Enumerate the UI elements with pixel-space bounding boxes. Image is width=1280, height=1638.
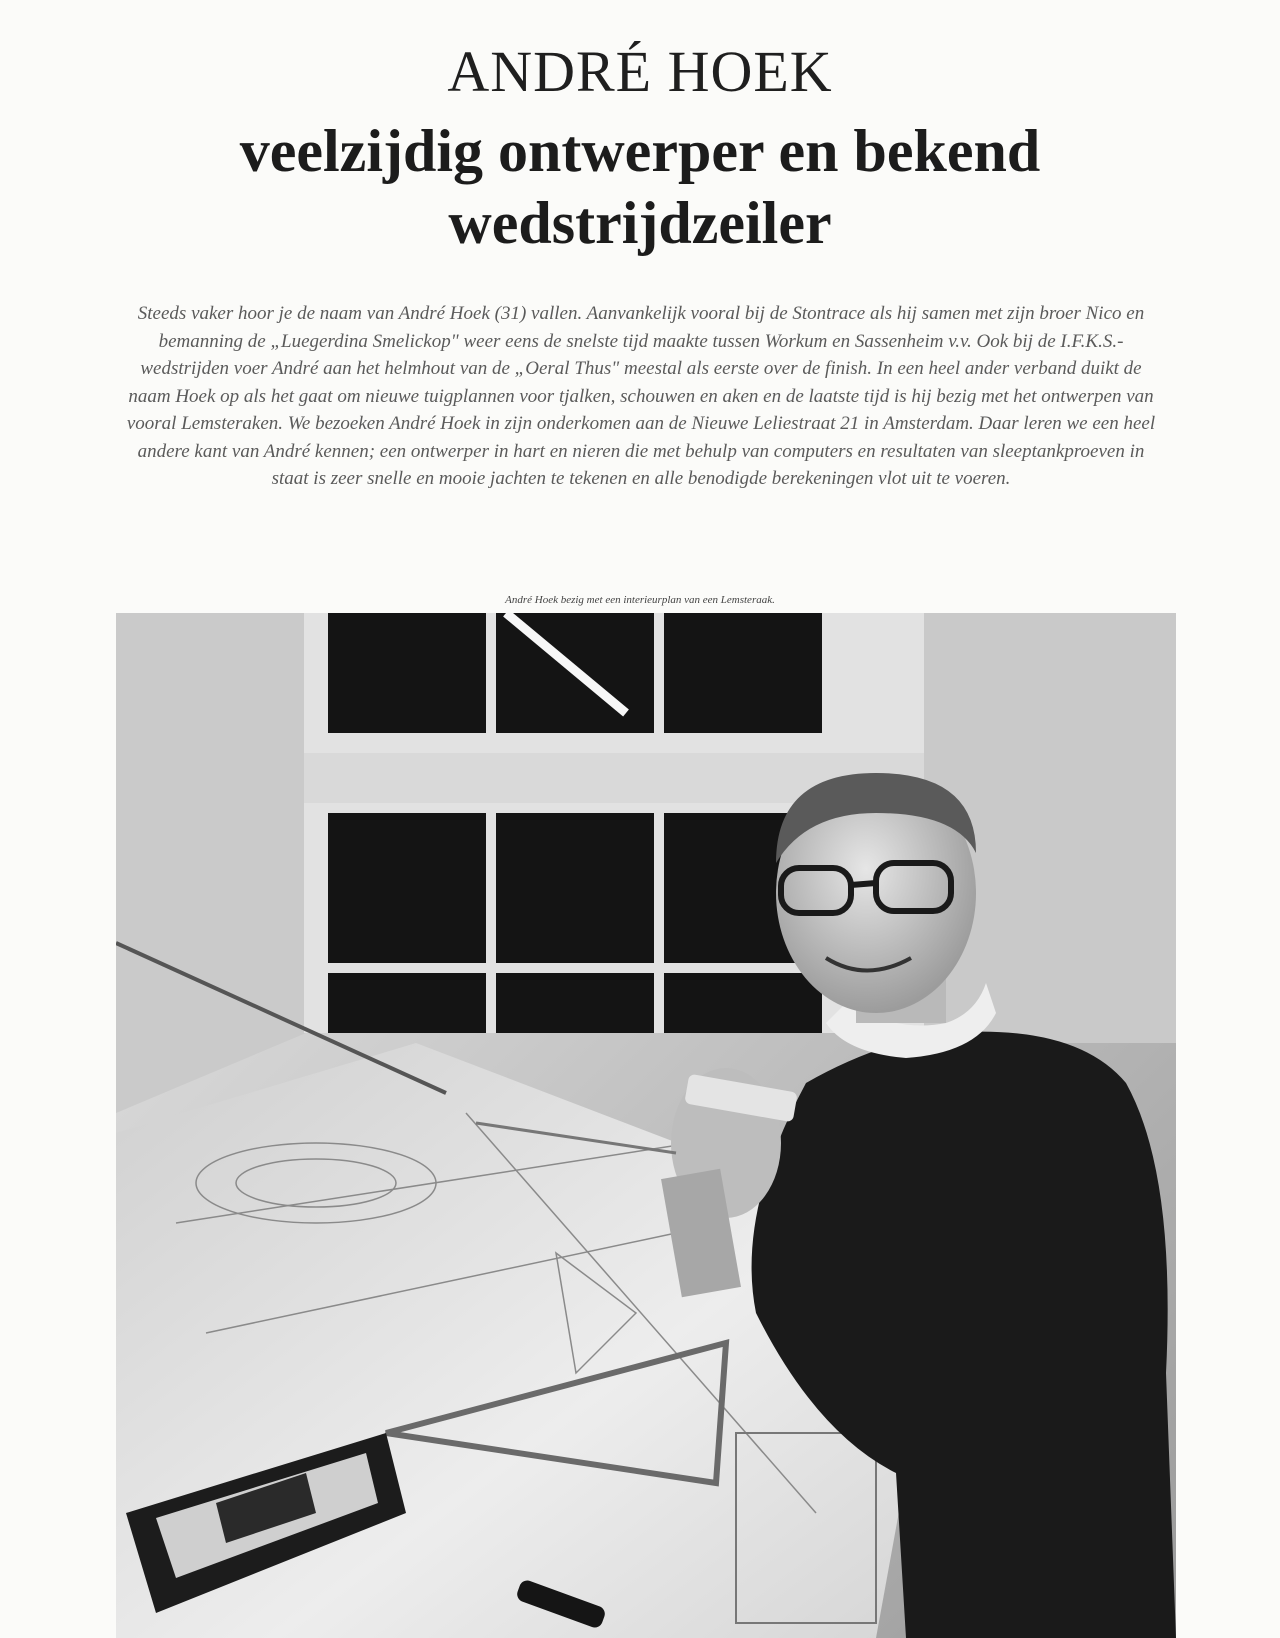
photo-caption: André Hoek bezig met een interieurplan van een Lemsteraak. [505,594,775,606]
photo-illustration [116,613,1176,1638]
article-photo [116,613,1176,1638]
article-title: ANDRÉ HOEK [447,39,833,104]
article-subtitle: veelzijdig ontwerper en bekend wedstrijdzeiler [239,118,1041,256]
article-intro: Steeds vaker hoor je de naam van André Hoek (31) vallen. Aanvankelijk vooral bij de Stontrace als hij samen met zijn broer Nico en bemanning de „Luegerdina Smelickop" weer eens de snelste tijd maakte tussen Workum en Sassenheim v.v. Ook bij de I.F.K.S.-wedstrijden voer André aan het helmhout van de „Oeral Thus" meestal als eerste over de finish. In een heel ander verband duikt de naam Hoek op als het gaat om nieuwe tuigplannen voor tjalken, schouwen en aken en de laatste tijd is hij bezig met het ontwerpen van vooral Lemsteraken. We bezoeken André Hoek in zijn onderkomen aan de Nieuwe Leliestraat 21 in Amsterdam. Daar leren we een heel andere kant van André kennen; een ontwerper in hart en nieren die met behulp van computers en resultaten van sleeptankproeven in staat is zeer snelle en mooie jachten te tekenen en alle benodigde berekeningen vlot uit te voeren. [126,303,1156,489]
left-wall [116,613,306,1113]
